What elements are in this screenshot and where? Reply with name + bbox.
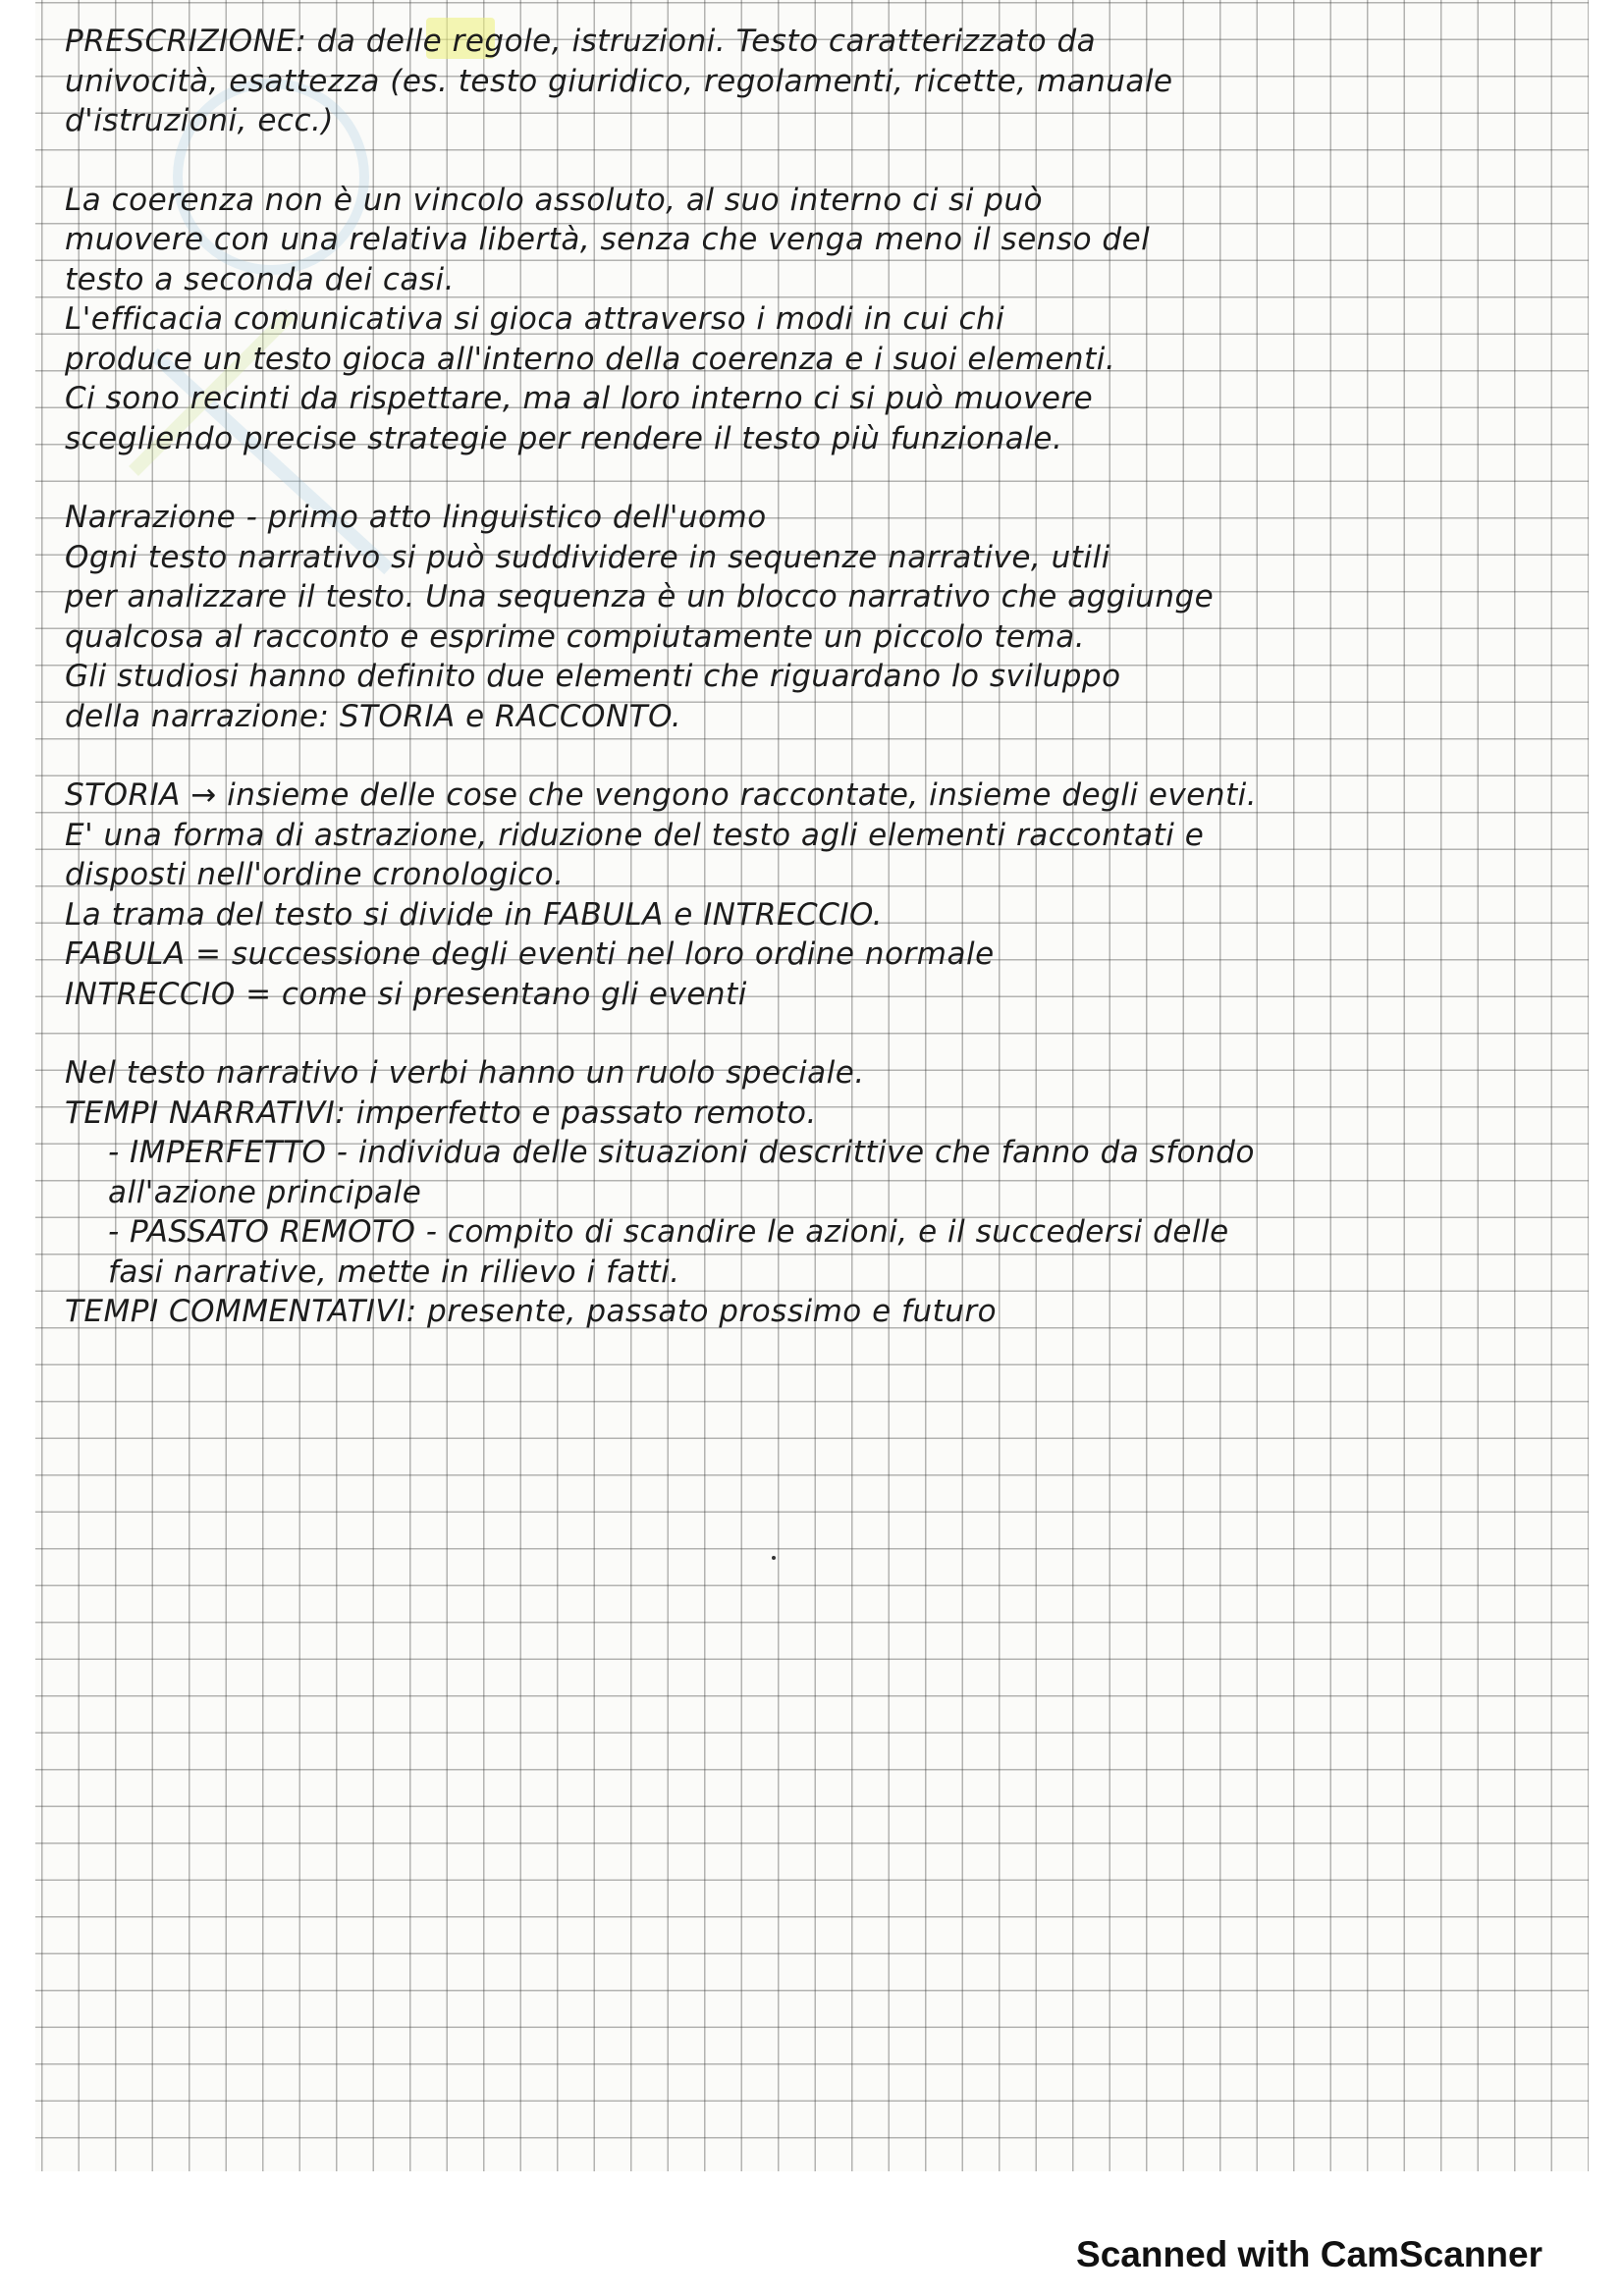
note-line: all'azione principale [108,1174,422,1210]
narrazione-block [65,498,1583,736]
note-line: qualcosa al racconto e esprime compiutamente un piccolo tema. [65,618,1086,655]
note-line: scegliendo precise strategie per rendere il testo più funzionale. [65,420,1063,456]
note-line: TEMPI NARRATIVI: imperfetto e passato remoto. [65,1095,817,1131]
note-line: della narrazione: STORIA e RACCONTO. [65,698,682,734]
note-line: per analizzare il testo. Una sequenza è un blocco narrativo che aggiunge [65,579,1215,614]
note-line: La coerenza non è un vincolo assoluto, al suo interno ci si può [65,182,1044,218]
note-line: Gli studiosi hanno definito due elementi che riguardano lo sviluppo [65,659,1121,694]
prescrizione-block [65,22,1583,141]
note-line: Narrazione - primo atto linguistico dell'uomo [65,500,767,535]
note-line: testo a seconda dei casi. [65,261,455,297]
note-line: - IMPERFETTO - individua delle situazioni descrittive che fanno da sfondo [108,1135,1255,1170]
note-line: L'efficacia comunicativa si gioca attraverso i modi in cui chi [65,301,1005,337]
note-line: muovere con una relativa libertà, senza che venga meno il senso del [65,222,1151,257]
coerenza-block [65,181,1583,459]
ink-dot [772,1556,776,1560]
note-line: d'istruzioni, ecc.) [65,103,334,138]
scanner-watermark: Scanned with CamScanner [1076,2234,1542,2274]
note-line: INTRECCIO = come si presentano gli eventi [65,976,747,1012]
note-line: E' una forma di astrazione, riduzione del testo agli elementi raccontati e [65,817,1205,853]
note-line: Ci sono recinti da rispettare, ma al loro interno ci si può muovere [65,381,1094,416]
note-line: La trama del testo si divide in FABULA e INTRECCIO. [65,896,883,933]
note-line: STORIA → insieme delle cose che vengono raccontate, insieme degli eventi. [65,777,1258,813]
note-line: Nel testo narrativo i verbi hanno un ruolo speciale. [65,1055,865,1091]
note-line: Ogni testo narrativo si può suddividere in sequenze narrative, utili [65,539,1110,575]
note-line: fasi narrative, mette in rilievo i fatti. [108,1254,680,1290]
handwritten-notes [65,22,1583,1332]
note-line: - PASSATO REMOTO - compito di scandire le azioni, e il succedersi delle [108,1214,1229,1250]
verbi-block [65,1053,1583,1332]
storia-block [65,775,1583,1014]
note-line: univocità, esattezza (es. testo giuridico, regolamenti, ricette, manuale [65,63,1173,99]
note-line: disposti nell'ordine cronologico. [65,857,565,892]
note-line: TEMPI COMMENTATIVI: presente, passato prossimo e futuro [65,1294,998,1329]
note-line: produce un testo gioca all'interno della coerenza e i suoi elementi. [65,341,1116,377]
note-line: PRESCRIZIONE: da delle regole, istruzioni. Testo caratterizzato da [65,24,1097,59]
note-line: FABULA = successione degli eventi nel loro ordine normale [65,936,995,972]
